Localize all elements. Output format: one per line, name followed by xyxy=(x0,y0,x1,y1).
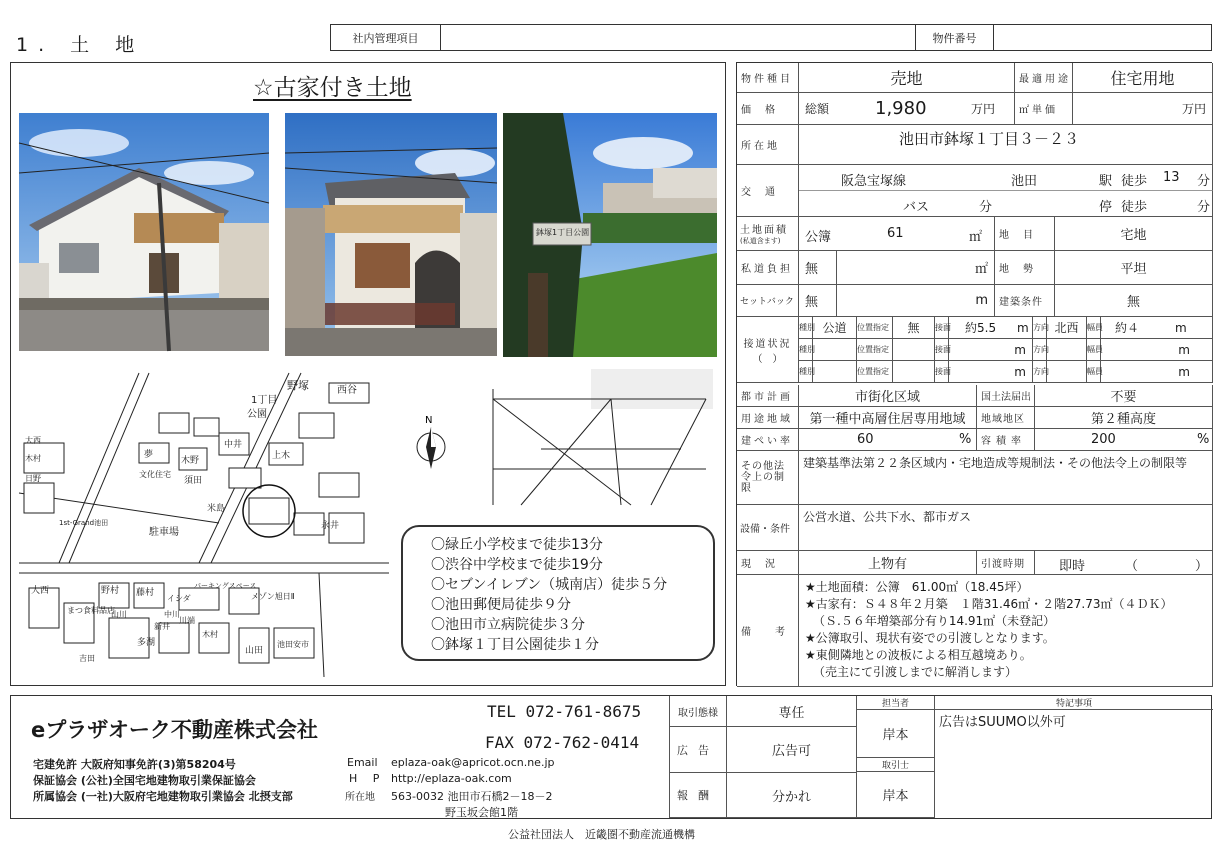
map-label: 木野 xyxy=(181,456,200,466)
train-line: 阪急宝塚線 xyxy=(841,174,907,189)
map-label: 木村 xyxy=(202,630,218,639)
footer xyxy=(10,695,1212,819)
email-label: Email xyxy=(347,756,378,769)
access-note: 〇鉢塚１丁目公園徒歩１分 xyxy=(431,637,599,653)
agent-value: 岸本 xyxy=(857,772,935,818)
private-road-label: 私道負担 xyxy=(737,251,799,285)
far-cell xyxy=(1035,429,1213,451)
deal-value: 専任 xyxy=(727,696,857,727)
district-value: 第２種高度 xyxy=(1035,407,1213,429)
access-note: 〇緑丘小学校まで徒歩13分 xyxy=(431,537,603,553)
property-no-value[interactable] xyxy=(994,25,1211,50)
bcr-pct: % xyxy=(959,432,972,447)
unit-price-label: ㎡単価 xyxy=(1015,93,1073,125)
setback-label: セットバック xyxy=(737,285,799,317)
land-area-value: 61 xyxy=(887,226,904,241)
property-no-label: 物件番号 xyxy=(916,25,994,50)
zoning-value: 第一種中高層住居専用地域 xyxy=(799,407,977,429)
transport-train-row xyxy=(799,165,1213,191)
road-pos-label: 位置指定 xyxy=(857,339,893,361)
road-width-unit: m xyxy=(1101,339,1213,361)
park-sign-text: 鉢塚1丁目公園 xyxy=(536,228,590,237)
header-bar xyxy=(330,24,1212,51)
company-fax: FAX 072-762-0414 xyxy=(485,733,640,752)
map-label: パーキングスペース xyxy=(194,582,257,590)
access-note: 〇池田市立病院徒歩３分 xyxy=(431,617,585,633)
map-label: 木村 xyxy=(25,454,41,463)
transport-bus-row xyxy=(799,191,1213,217)
map-label: 野村 xyxy=(101,586,120,596)
handover-label: 引渡時期 xyxy=(977,551,1035,575)
land-law-label: 国土法届出 xyxy=(977,385,1035,407)
map-label: 山川 xyxy=(111,610,127,619)
land-area-label-cell xyxy=(737,217,799,251)
map-label: 文化住宅 xyxy=(139,470,171,479)
handover-paren-left: （ xyxy=(1125,559,1139,574)
type-label: 物件種目 xyxy=(737,63,799,93)
road-width-label: 幅員 xyxy=(1087,317,1101,339)
plot-plan xyxy=(481,369,713,505)
map-label: 池田安市 xyxy=(277,640,309,649)
build-cond-value: 無 xyxy=(1055,285,1213,317)
addr-2: 野玉坂会館1階 xyxy=(445,806,518,819)
note-line: ★公簿取引、現状有姿での引渡しとなります。 xyxy=(805,631,1055,645)
addr-label: 所在地 xyxy=(345,792,375,803)
road-dir-value: 北西 xyxy=(1047,317,1087,339)
road-dir-empty xyxy=(1047,361,1087,383)
listing-panel xyxy=(10,62,726,686)
map-label: 日野 xyxy=(25,474,41,483)
land-area-cell xyxy=(799,217,995,251)
house-photo-front xyxy=(285,113,497,356)
far-label: 容積率 xyxy=(977,429,1035,451)
access-note: 〇セブンイレブン（城南店）徒歩５分 xyxy=(431,577,668,593)
road-pos-empty xyxy=(893,361,935,383)
bus-label: バス xyxy=(903,200,930,215)
stop-suffix: 停 xyxy=(1099,200,1113,215)
agent-label: 取引士 xyxy=(857,758,935,772)
city-plan-label: 都市計画 xyxy=(737,385,799,407)
listing-title: ☆古家付き土地 xyxy=(253,75,412,101)
deal-label: 取引態様 xyxy=(669,696,727,727)
minute-unit: 分 xyxy=(1197,174,1211,189)
map-label: 須田 xyxy=(184,476,203,486)
map-label: メゾン旭日Ⅱ xyxy=(251,592,295,601)
note-line: ★土地面積：公簿 61.00㎡（18.45坪） xyxy=(805,580,1029,594)
special-label: 特記事項 xyxy=(935,696,1213,710)
road-paren: （ ） xyxy=(752,353,783,365)
internal-label: 社内管理項目 xyxy=(331,25,441,50)
private-road-unit: ㎡ xyxy=(837,251,995,285)
terrain-value: 平坦 xyxy=(1055,251,1213,285)
price-value: 1,980 xyxy=(875,98,927,119)
status-label: 現況 xyxy=(737,551,799,575)
road-front-label: 接面 xyxy=(935,317,949,339)
staff-value: 岸本 xyxy=(857,710,935,758)
transport-label: 交通 xyxy=(737,165,799,217)
handover-paren-right: ） xyxy=(1195,559,1209,574)
road-front-label: 接面 xyxy=(935,339,949,361)
road-width-value xyxy=(1101,317,1213,339)
guarantee: 保証協会 (公社)全国宅地建物取引業保証協会 xyxy=(33,774,256,787)
house-photo-side xyxy=(19,113,269,351)
map-label: 大西 xyxy=(25,436,41,445)
org-name: 公益社団法人 近畿圏不動産流通機構 xyxy=(508,828,695,841)
facility-value: 公営水道、公共下水、都市ガス xyxy=(799,505,1213,551)
land-area-kind: 公簿 xyxy=(805,230,832,245)
map-label: イシダ xyxy=(167,594,191,603)
map-label: まつ食料品店 xyxy=(67,606,115,615)
road-dir-label: 方向 xyxy=(1033,317,1047,339)
internal-value[interactable] xyxy=(441,25,916,50)
stop-min-unit: 分 xyxy=(1197,200,1211,215)
address-value: 池田市鉢塚１丁目３－２３ xyxy=(799,125,1213,165)
road-front-unit: m xyxy=(949,339,1033,361)
zoning-label: 用途地域 xyxy=(737,407,799,429)
bcr-label: 建ぺい率 xyxy=(737,429,799,451)
other-law-value: 建築基準法第２２条区域内・宅地造成等規制法・その他法令上の制限等 xyxy=(799,451,1213,505)
map-label: 1丁目 xyxy=(251,395,278,406)
section-title: 1. 土 地 xyxy=(16,34,145,56)
road-width-num: 約４ xyxy=(1115,321,1140,335)
setback-unit: m xyxy=(837,285,995,317)
hp-label: H P xyxy=(349,772,386,785)
price-cell xyxy=(799,93,1015,125)
road-label: 接道状況 xyxy=(743,338,792,350)
far-pct: % xyxy=(1197,432,1210,447)
setback-value: 無 xyxy=(799,285,837,317)
access-note: 〇池田郵便局徒歩９分 xyxy=(431,597,571,613)
ad-value: 広告可 xyxy=(727,727,857,773)
road-width-label: 幅員 xyxy=(1087,339,1101,361)
road-dir-empty xyxy=(1047,339,1087,361)
company-name: eプラザオーク不動産株式会社 xyxy=(31,718,318,742)
road-kind-label: 種別 xyxy=(799,317,813,339)
svg-text:N: N xyxy=(425,415,433,426)
land-area-sub: (私道含ます) xyxy=(740,237,781,245)
status-value: 上物有 xyxy=(799,551,977,575)
park-photo xyxy=(503,113,717,357)
land-law-value: 不要 xyxy=(1035,385,1213,407)
company-tel: TEL 072-761-8675 xyxy=(487,702,642,721)
map-label: 多湖 xyxy=(137,638,156,648)
walk-minutes: 13 xyxy=(1163,170,1180,185)
map-label: 吉田 xyxy=(79,654,95,663)
road-pos-value: 無 xyxy=(893,317,935,339)
details-table xyxy=(736,62,1212,686)
station-suffix: 駅 xyxy=(1099,174,1113,189)
road-kind-value: 公道 xyxy=(813,317,857,339)
addr: 563-0032 池田市石橋2－18－2 xyxy=(391,790,553,803)
special-value: 広告はSUUMO以外可 xyxy=(939,715,1066,730)
notes-label: 備考 xyxy=(737,575,799,687)
map-label: 公園 xyxy=(247,409,267,420)
area-map xyxy=(19,373,389,677)
handover-value: 即時 xyxy=(1059,559,1086,574)
road-dir-label: 方向 xyxy=(1033,361,1047,383)
road-width-label: 幅員 xyxy=(1087,361,1101,383)
road-front-unit: m xyxy=(1017,320,1029,335)
map-label: 山田 xyxy=(245,646,264,656)
map-label: 西谷 xyxy=(337,385,357,396)
map-label: 上木 xyxy=(272,451,291,461)
map-label: 駐車場 xyxy=(149,527,179,538)
hp-url[interactable]: http://eplaza-oak.com xyxy=(391,772,512,785)
price-total-label: 総額 xyxy=(805,102,830,116)
compass-icon xyxy=(411,413,451,473)
license: 宅建免許 大阪府知事免許(3)第58204号 xyxy=(33,758,236,771)
address-label: 所在地 xyxy=(737,125,799,165)
stop-walk-label: 徒歩 xyxy=(1121,200,1148,215)
price-label: 価格 xyxy=(737,93,799,125)
city-plan-value: 市街化区域 xyxy=(799,385,977,407)
access-notes-box xyxy=(401,525,715,661)
road-label-cell xyxy=(737,317,799,383)
road-front-label: 接面 xyxy=(935,361,949,383)
map-label: 米島 xyxy=(207,504,226,514)
map-label: 野塚 xyxy=(287,379,309,392)
staff-label: 担当者 xyxy=(857,696,935,710)
map-label: 中川 xyxy=(164,610,180,619)
walk-label: 徒歩 xyxy=(1121,174,1148,189)
email[interactable]: eplaza-oak@apricot.ocn.ne.jp xyxy=(391,756,555,769)
fee-label: 報酬 xyxy=(669,773,727,818)
note-line: ★東側隣地との波板による相互越境あり。 xyxy=(805,648,1032,662)
bcr-cell xyxy=(799,429,977,451)
district-label: 地域地区 xyxy=(977,407,1035,429)
access-note: 〇渋谷中学校まで徒歩19分 xyxy=(431,557,603,573)
trade-grid xyxy=(669,696,1213,818)
road-kind-label: 種別 xyxy=(799,361,813,383)
road-pos-empty xyxy=(893,339,935,361)
use-value: 住宅用地 xyxy=(1073,63,1213,93)
note-line: （Ｓ.５６年増築部分有り14.91㎡（未登記） xyxy=(813,614,1056,628)
map-label: 中井 xyxy=(224,440,243,450)
map-label: 夢 xyxy=(144,450,154,460)
map-label: 新井 xyxy=(154,622,170,631)
other-law-label: その他法令上の制限 xyxy=(737,451,799,505)
price-unit: 万円 xyxy=(971,102,996,116)
map-label: 藤村 xyxy=(136,588,155,598)
far-value: 200 xyxy=(1091,432,1116,447)
notes-value xyxy=(799,575,1213,687)
build-cond-label: 建築条件 xyxy=(995,285,1055,317)
road-pos-label: 位置指定 xyxy=(857,361,893,383)
association: 所属協会 (一社)大阪府宅地建物取引業協会 北摂支部 xyxy=(33,790,293,803)
road-dir-label: 方向 xyxy=(1033,339,1047,361)
road-front-num: 約5.5 xyxy=(965,321,997,335)
fee-value: 分かれ xyxy=(727,773,857,818)
road-kind-label: 種別 xyxy=(799,339,813,361)
bcr-value: 60 xyxy=(857,432,874,447)
map-label: 大西 xyxy=(31,586,50,596)
map-label: 1st-Grand池田 xyxy=(59,519,109,527)
chimoku-value: 宅地 xyxy=(1055,217,1213,251)
facility-label: 設備・条件 xyxy=(737,505,799,551)
road-front-unit: m xyxy=(949,361,1033,383)
unit-price-unit: 万円 xyxy=(1073,93,1213,125)
use-label: 最適用途 xyxy=(1015,63,1073,93)
terrain-label: 地勢 xyxy=(995,251,1055,285)
type-value: 売地 xyxy=(799,63,1015,93)
station-name: 池田 xyxy=(1011,174,1038,189)
private-road-value: 無 xyxy=(799,251,837,285)
note-line: （売主にて引渡しまでに解消します） xyxy=(813,665,1018,679)
road-front-value xyxy=(949,317,1033,339)
road-width-unit: m xyxy=(1175,320,1187,335)
road-kind-empty xyxy=(813,361,857,383)
map-label: 永井 xyxy=(321,521,340,531)
map-label: 川端 xyxy=(179,616,195,625)
chimoku-label: 地目 xyxy=(995,217,1055,251)
land-area-label: 土地面積 xyxy=(740,225,788,236)
road-kind-empty xyxy=(813,339,857,361)
handover-cell xyxy=(1035,551,1213,575)
road-pos-label: 位置指定 xyxy=(857,317,893,339)
road-width-unit: m xyxy=(1101,361,1213,383)
note-line: ★古家有：Ｓ４８年２月築 １階31.46㎡・２階27.73㎡（４ＤＫ） xyxy=(805,597,1173,611)
land-area-unit: ㎡ xyxy=(969,230,983,245)
ad-label: 広告 xyxy=(669,727,727,773)
bus-min-unit: 分 xyxy=(979,200,993,215)
